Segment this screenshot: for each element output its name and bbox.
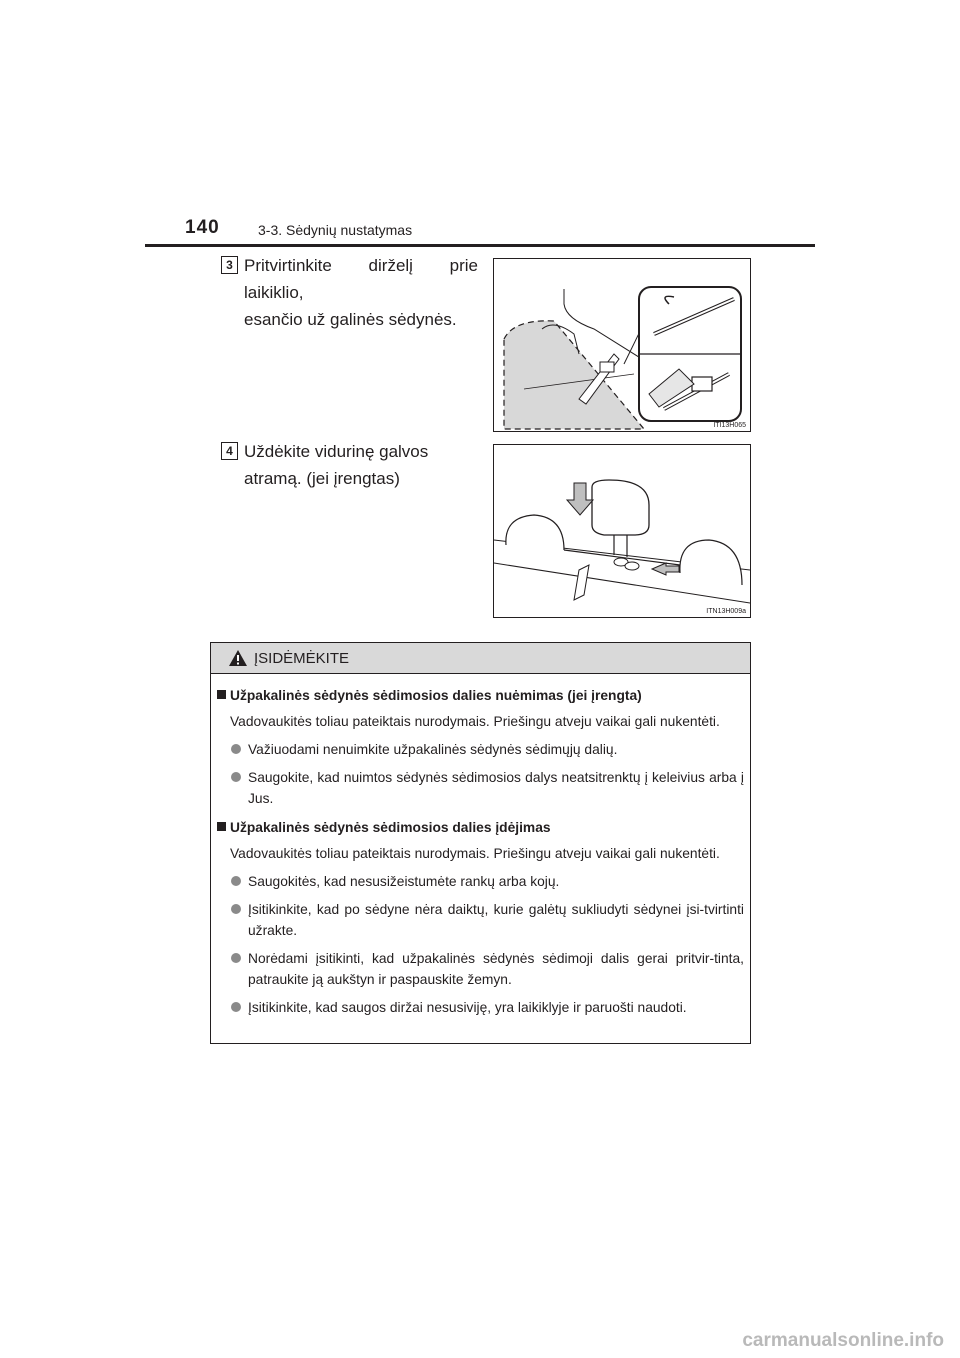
- headrest-illustration: [494, 445, 750, 617]
- warning-section-intro: Vadovaukitės toliau pateiktais nurodymais. Priešingu atveju vaikai gali nukentėti.: [230, 846, 720, 861]
- strap-bracket-illustration: [494, 259, 750, 431]
- step-number-3: 3: [221, 256, 238, 274]
- step-4-line: Uždėkite vidurinę galvos: [244, 442, 429, 461]
- figure-code: ITN13H009a: [706, 608, 746, 615]
- page-number: 140: [185, 217, 220, 238]
- figure-code: ITI13H065: [713, 422, 746, 429]
- figure-strap-bracket: [493, 258, 751, 432]
- square-bullet-icon: [217, 822, 226, 831]
- step-4-line: atramą. (jei įrengtas): [244, 469, 400, 488]
- warning-bullet: Saugokitės, kad nesusižeistumėte rankų arba kojų.: [217, 871, 744, 892]
- warning-triangle-icon: [228, 649, 248, 667]
- warning-body: [211, 674, 750, 1018]
- step-4-text: [244, 438, 478, 492]
- warning-section-heading: Užpakalinės sėdynės sėdimosios dalies nuėmimas (jei įrengta): [217, 685, 744, 706]
- warning-bullet: Įsitikinkite, kad saugos diržai nesusiviję, yra laikiklyje ir paruošti naudoti.: [217, 997, 744, 1018]
- warning-title: ĮSIDĖMĖKITE: [254, 650, 350, 667]
- bullet-dot-icon: [231, 772, 241, 782]
- watermark: carmanualsonline.info: [742, 1330, 944, 1351]
- warning-box: [210, 642, 751, 1044]
- warning-section-intro: Vadovaukitės toliau pateiktais nurodymais. Priešingu atveju vaikai gali nukentėti.: [230, 714, 720, 729]
- warning-bullet: Saugokite, kad nuimtos sėdynės sėdimosios dalys neatsitrenktų į keleivius arba į Jus.: [217, 767, 744, 809]
- bullet-dot-icon: [231, 1002, 241, 1012]
- warning-header: [211, 643, 750, 674]
- figure-headrest: [493, 444, 751, 618]
- bullet-dot-icon: [231, 904, 241, 914]
- warning-bullet: Įsitikinkite, kad po sėdyne nėra daiktų, kurie galėtų sukliudyti sėdynei įsi-tvirtinti užrakte.: [217, 899, 744, 941]
- bullet-dot-icon: [231, 953, 241, 963]
- section-title: 3-3. Sėdynių nustatymas: [258, 222, 413, 238]
- step-3-line: esančio už galinės sėdynės.: [244, 310, 457, 329]
- step-3-text: [244, 252, 478, 333]
- header-rule: [145, 244, 815, 247]
- step-3-line: Pritvirtinkite dirželį prie laikiklio,: [244, 256, 478, 302]
- bullet-dot-icon: [231, 876, 241, 886]
- bullet-dot-icon: [231, 744, 241, 754]
- square-bullet-icon: [217, 690, 226, 699]
- warning-section-heading: Užpakalinės sėdynės sėdimosios dalies įdėjimas: [217, 817, 744, 838]
- step-number-4: 4: [221, 442, 238, 460]
- warning-bullet: Norėdami įsitikinti, kad užpakalinės sėdynės sėdimoji dalis gerai pritvir-tinta, patraukite ją aukštyn ir paspauskite žemyn.: [217, 948, 744, 990]
- warning-bullet: Važiuodami nenuimkite užpakalinės sėdynės sėdimųjų dalių.: [217, 739, 744, 760]
